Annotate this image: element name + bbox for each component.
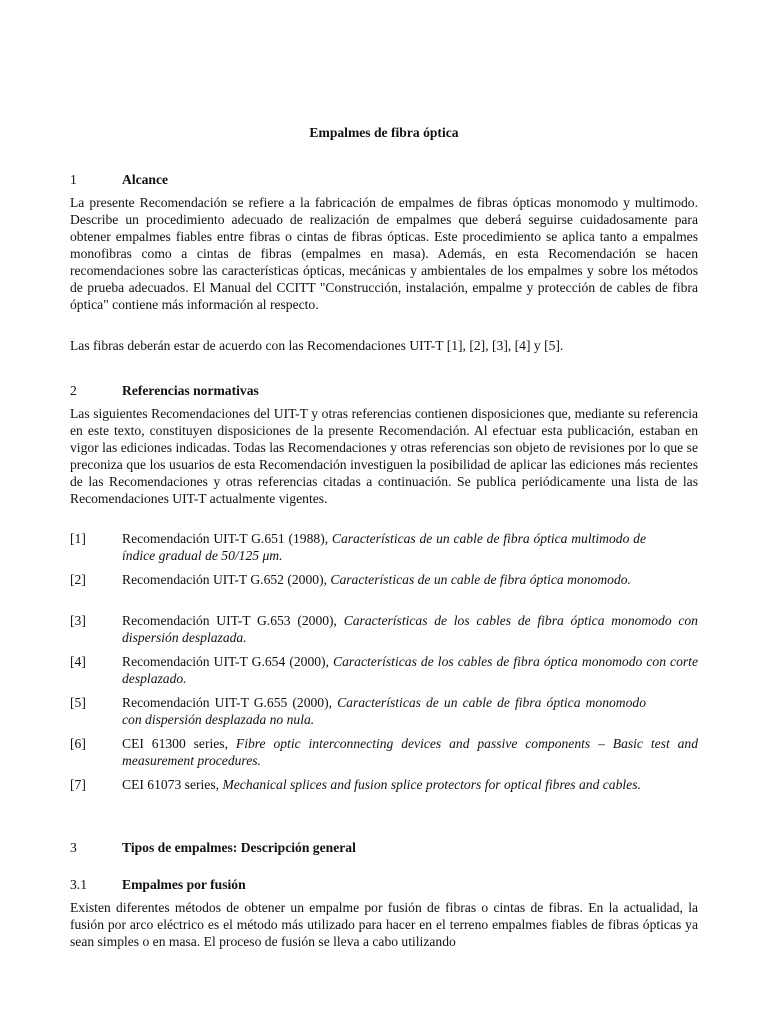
reference-plain: CEI 61300 series,	[122, 736, 236, 751]
section-heading-3	[70, 839, 698, 856]
section-heading-1	[70, 171, 698, 188]
section-number: 1	[70, 172, 77, 187]
reference-item	[70, 653, 698, 687]
section-title: Empalmes por fusión	[122, 877, 246, 892]
paragraph-referencias: Las siguientes Recomendaciones del UIT-T y otras referencias contienen disposiciones que, mediante su referencia en este texto, constituyen disposiciones de la presente Recomendación. Al efectuar esta publicación, estaban en vigor las ediciones indicadas. Todas las Recomendaciones y otras referencias son objeto de revisiones por lo que se preconiza que los usuarios de esta Recomendación investiguen la posibilidad de aplicar las ediciones más recientes de las Recomendaciones y otras referencias citadas a continuación. Se publica periódicamente una lista de las Recomendaciones UIT-T actualmente vigentes.	[70, 406, 698, 506]
reference-tag: [6]	[70, 736, 86, 751]
reference-text	[122, 653, 698, 687]
reference-tag: [1]	[70, 531, 86, 546]
section-title: Referencias normativas	[122, 383, 259, 398]
reference-text	[122, 735, 698, 769]
reference-item	[70, 694, 698, 728]
reference-tag: [2]	[70, 572, 86, 587]
section-heading-2	[70, 382, 698, 399]
reference-tag: [5]	[70, 695, 86, 710]
reference-text	[122, 612, 698, 646]
reference-item	[70, 776, 698, 793]
reference-italic: Fibre optic interconnecting devices and passive components – Basic test and measurement procedures.	[122, 736, 698, 768]
reference-text	[122, 776, 698, 793]
reference-italic: Mechanical splices and fusion splice protectors for optical fibres and cables.	[222, 777, 641, 792]
paragraph-fusion: Existen diferentes métodos de obtener un empalme por fusión de fibras o cintas de fibras. En la actualidad, la fusión por arco eléctrico es el método más utilizado para hacer en el terreno empalmes fiables de fibras ópticas ya sean simples o en masa. El proceso de fusión se lleva a cabo utilizando	[70, 900, 698, 949]
reference-text	[122, 694, 698, 728]
document-title: Empalmes de fibra óptica	[309, 125, 459, 140]
section-title: Alcance	[122, 172, 169, 187]
reference-item	[70, 612, 698, 646]
reference-italic: Características de un cable de fibra óptica monomodo con dispersión desplazada no nula.	[122, 695, 646, 727]
section-number: 2	[70, 383, 77, 398]
reference-text	[122, 571, 698, 588]
reference-plain: Recomendación UIT-T G.654 (2000),	[122, 654, 334, 669]
reference-item	[70, 735, 698, 769]
reference-plain: Recomendación UIT-T G.652 (2000),	[122, 572, 331, 587]
reference-item	[70, 530, 698, 564]
reference-tag: [3]	[70, 613, 86, 628]
section-title: Tipos de empalmes: Descripción general	[122, 840, 356, 855]
reference-plain: Recomendación UIT-T G.651 (1988),	[122, 531, 332, 546]
reference-italic: Características de un cable de fibra óptica multimodo de índice gradual de 50/125 μm.	[122, 531, 646, 563]
reference-plain: Recomendación UIT-T G.655 (2000),	[122, 695, 338, 710]
section-heading-3-1	[70, 876, 698, 893]
section-number: 3	[70, 840, 77, 855]
reference-italic: Características de los cables de fibra óptica monomodo con corte desplazado.	[122, 654, 698, 686]
reference-tag: [7]	[70, 777, 86, 792]
reference-italic: Características de un cable de fibra óptica monomodo.	[330, 572, 631, 587]
reference-item	[70, 571, 698, 588]
reference-plain: CEI 61073 series,	[122, 777, 223, 792]
paragraph-alcance-1: La presente Recomendación se refiere a la fabricación de empalmes de fibras ópticas monomodo y multimodo. Describe un procedimiento adecuado de realización de empalmes que deberá seguirse cuidadosamente para obtener empalmes fiables entre fibras o cintas de fibras ópticas. Este procedimiento se aplica tanto a empalmes monofibras como a cintas de fibras (empalmes en masa). Además, en esta Recomendación se hacen recomendaciones sobre las características ópticas, mecánicas y ambientales de los empalmes y sobre los métodos de prueba adecuados. El Manual del CCITT "Construcción, instalación, empalme y protección de cables de fibra óptica" contiene más información al respecto.	[70, 195, 698, 312]
section-number: 3.1	[70, 877, 87, 892]
reference-tag: [4]	[70, 654, 86, 669]
reference-text	[122, 530, 698, 564]
paragraph-alcance-2: Las fibras deberán estar de acuerdo con las Recomendaciones UIT-T [1], [2], [3], [4] y [5].	[70, 338, 564, 353]
reference-italic: Características de los cables de fibra óptica monomodo con dispersión desplazada.	[122, 613, 698, 645]
reference-plain: Recomendación UIT-T G.653 (2000),	[122, 613, 344, 628]
